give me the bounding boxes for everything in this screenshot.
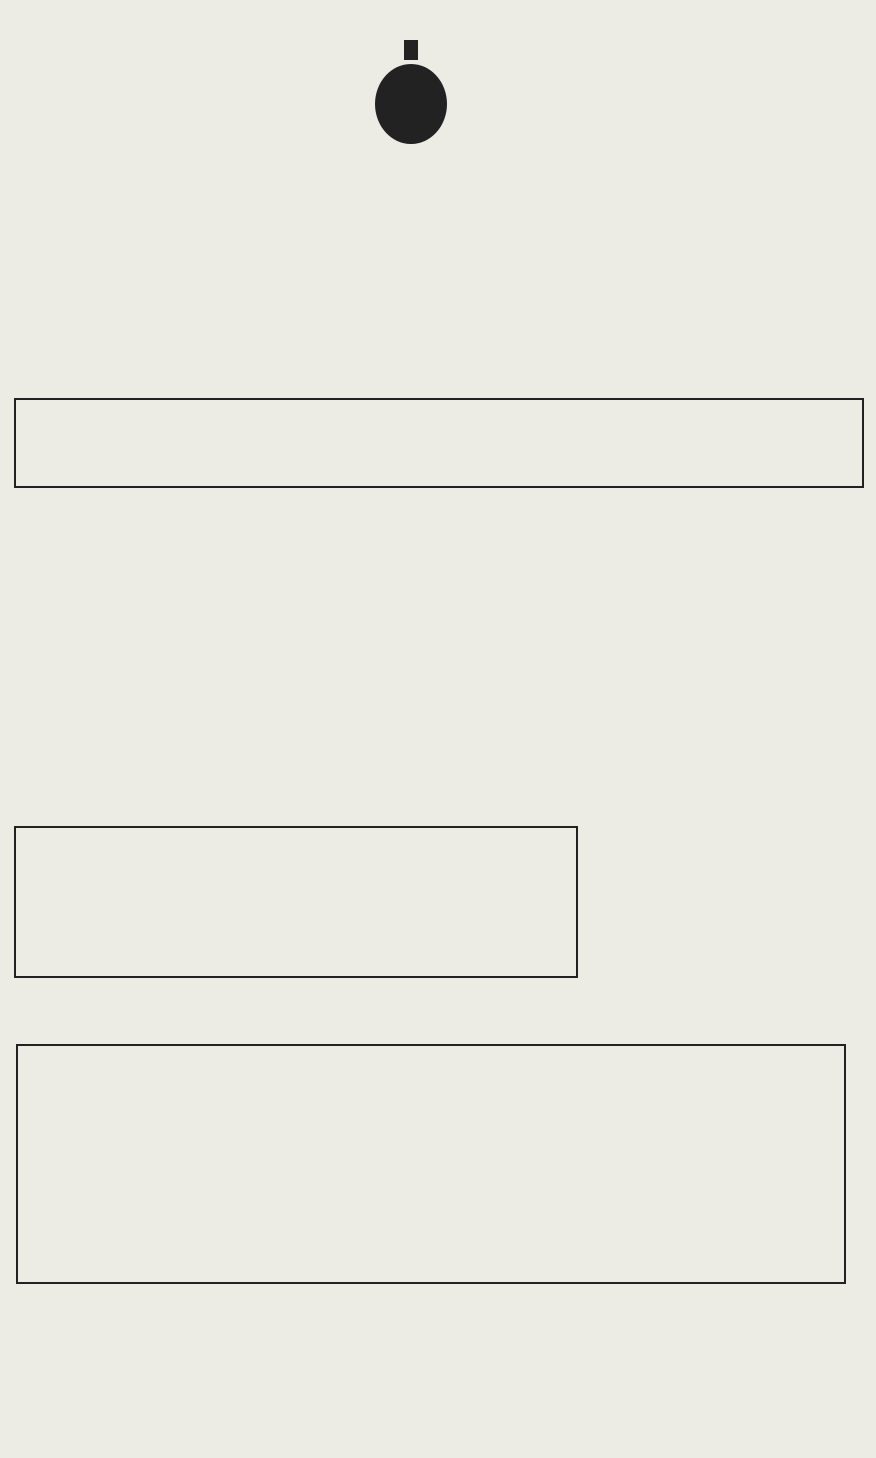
buildings-table-box bbox=[14, 826, 578, 978]
population-count-box bbox=[16, 1044, 846, 1284]
header-box bbox=[14, 398, 864, 488]
imperial-crest-icon bbox=[356, 34, 466, 154]
